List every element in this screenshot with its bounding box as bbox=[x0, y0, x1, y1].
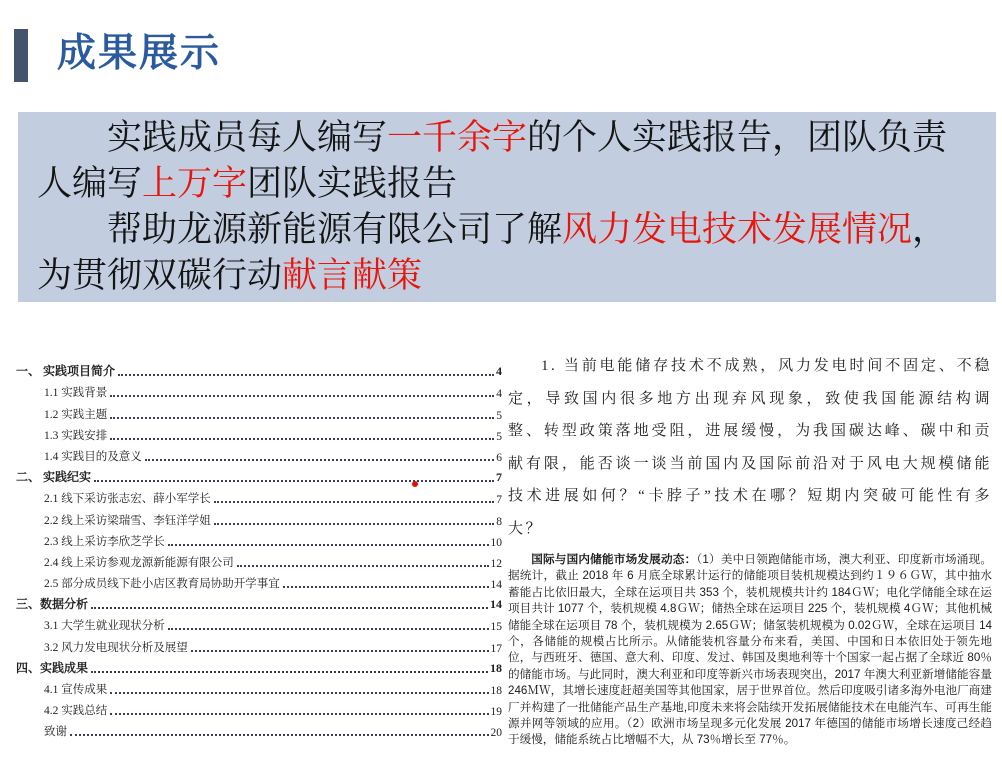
title-accent-bar bbox=[14, 29, 28, 82]
toc-leader-dots bbox=[94, 480, 494, 482]
toc-item-page: 5 bbox=[496, 409, 502, 422]
toc-leader-dots bbox=[118, 374, 494, 376]
toc-leader-dots bbox=[168, 544, 489, 546]
toc-item[interactable] bbox=[16, 379, 502, 400]
toc-item-label: 一、 实践项目简介 bbox=[16, 364, 116, 379]
highlight-plain-text: 实践成员每人编写 bbox=[107, 118, 388, 157]
document-question-paragraph: 1. 当前电能储存技术不成熟，风力发电时间不固定、不稳定，导致国内很多地方出现弃风现象，致使我国能源结构调整、转型政策落地受阻，进展缓慢，为我国碳达峰、碳中和贡献有限，能否谈一谈当前国内及国际前沿对于风电大规模储能技术进展如何？“卡脖子”技术在哪？短期内突破可能性有多大？ bbox=[508, 358, 992, 537]
toc-item-label: 二、 实践纪实 bbox=[16, 470, 92, 485]
toc-item-label: 4.2 实践总结 bbox=[44, 705, 108, 718]
toc-item[interactable] bbox=[16, 633, 502, 654]
toc-leader-dots bbox=[110, 713, 488, 715]
toc-item-page: 7 bbox=[496, 494, 502, 507]
toc-item-page: 18 bbox=[490, 660, 502, 675]
toc-item[interactable] bbox=[16, 464, 502, 485]
toc-item[interactable] bbox=[16, 697, 502, 718]
toc-item-page: 17 bbox=[490, 642, 502, 655]
toc-leader-dots bbox=[110, 692, 488, 694]
toc-item-page: 12 bbox=[490, 557, 502, 570]
highlight-paragraph bbox=[37, 115, 977, 207]
toc-leader-dots bbox=[283, 586, 489, 588]
highlight-red-text: 一千余字 bbox=[387, 118, 528, 157]
toc-item[interactable] bbox=[16, 570, 502, 591]
document-excerpt bbox=[508, 350, 992, 749]
toc-item-page: 7 bbox=[496, 470, 502, 485]
document-market-paragraph bbox=[508, 552, 992, 749]
toc-item[interactable] bbox=[16, 358, 502, 379]
toc-item-page: 18 bbox=[490, 685, 502, 697]
toc-item-label: 3.1 大学生就业现状分析 bbox=[44, 620, 165, 633]
toc-item[interactable] bbox=[16, 528, 502, 549]
toc-item-label: 3.2 风力发电现状分析及展望 bbox=[44, 641, 188, 654]
document-paragraph-body: （1）美中日领跑储能市场，澳大利亚、印度新市场涌现。据统计，截止 2018 年 6 月底全球累计运行的储能项目装机规模达到约１９６ＧＷ，其中抽水蓄能占比依旧最大，全球在运项目共 353 个，装机规模共计约 184ＧＷ；电化学储能全球在运项目共计 1077 个，装机规模 4.8ＧＷ；储热全球在运项目 225 个，装机规模 4ＧＷ；其他机械储能全球在运项目 78 个，装机规模为 2.65ＧＷ；储氢装机规模为 0.02ＧＷ，全球在运项目 14 个，各储能的规模占比所示。从储能装机容量分布来看，美国、中国和日本依旧处于领先地位，与西班牙、德国、意大利、印度、发过、韩国及奥地利等十个国家一起占据了全球近 80％的储能市场。与此同时，澳大利亚和印度等新兴市场表现突出，2017 年澳大利亚新增储能容量 246ＭＷ，其增长速度赶超美国等其他国家，居于世界首位。然后印度吸引诸多海外电池厂商建厂并构建了一批储能产品生产基地,印度未来将会陆续开发拓展储能技术在电能汽车、可再生能源并网等领域的应用。（2）欧洲市场呈现多元化发展 2017 年德国的储能市场增长速度己经趋于缓慢，储能系统占比增幅不大，从 73％增长至 77％。 bbox=[508, 553, 992, 747]
toc-item-label: 2.1 线下采访张志宏、薛小军学长 bbox=[44, 493, 211, 506]
toc-item[interactable] bbox=[16, 676, 502, 697]
highlight-paragraph bbox=[37, 207, 977, 299]
toc-item-page: 20 bbox=[490, 727, 502, 740]
highlight-plain-text: ，为贯彻双碳行动 bbox=[37, 210, 948, 295]
toc-item-page: 15 bbox=[490, 621, 502, 634]
toc-item-page: 5 bbox=[496, 430, 502, 443]
toc-item[interactable] bbox=[16, 612, 502, 633]
highlight-paragraph-text bbox=[37, 118, 947, 203]
highlight-summary-block bbox=[18, 112, 996, 302]
highlight-plain-text: 的个人实践报告，团队负责人编写 bbox=[37, 118, 948, 203]
highlight-plain-text: 帮助龙源新能源有限公司了解 bbox=[107, 210, 563, 249]
toc-item[interactable] bbox=[16, 506, 502, 527]
document-paragraph-lead: 国际与国内储能市场发展动态： bbox=[531, 553, 697, 566]
toc-leader-dots bbox=[110, 438, 494, 440]
page-title: 成果展示 bbox=[57, 32, 222, 75]
toc-item[interactable] bbox=[16, 485, 502, 506]
table-of-contents bbox=[16, 358, 502, 739]
toc-leader-dots bbox=[214, 501, 495, 503]
toc-item-label: 1.1 实践背景 bbox=[44, 387, 108, 400]
toc-item-page: 10 bbox=[490, 536, 502, 549]
toc-leader-dots bbox=[110, 417, 494, 419]
toc-item-label: 1.4 实践目的及意义 bbox=[44, 450, 142, 463]
toc-leader-dots bbox=[110, 395, 494, 397]
toc-leader-dots bbox=[168, 628, 489, 630]
toc-item[interactable] bbox=[16, 422, 502, 443]
toc-leader-dots bbox=[70, 734, 489, 736]
toc-item-page: 14 bbox=[490, 597, 502, 612]
toc-item[interactable] bbox=[16, 400, 502, 421]
toc-leader-dots bbox=[214, 523, 495, 525]
highlight-paragraph-text bbox=[37, 210, 947, 295]
toc-item-label: 4.1 宣传成果 bbox=[44, 684, 108, 696]
toc-item-page: 4 bbox=[496, 388, 502, 401]
highlight-red-text: 献言献策 bbox=[282, 256, 423, 295]
toc-item[interactable] bbox=[16, 443, 502, 464]
toc-item-page: 4 bbox=[496, 364, 502, 379]
toc-item[interactable] bbox=[16, 718, 502, 739]
toc-item-label: 致谢 bbox=[44, 726, 67, 739]
highlight-red-text: 风力发电技术发展情况 bbox=[562, 210, 913, 249]
red-dot-annotation bbox=[412, 481, 418, 487]
toc-item-page: 19 bbox=[490, 706, 502, 719]
toc-item-label: 1.3 实践安排 bbox=[44, 429, 108, 442]
toc-item-label: 2.4 线上采访参观龙源新能源有限公司 bbox=[44, 556, 234, 569]
toc-item-label: 2.2 线上采访梁瑞雪、李钰洋学姐 bbox=[44, 514, 211, 527]
toc-leader-dots bbox=[91, 607, 488, 609]
toc-item-label: 1.2 实践主题 bbox=[44, 408, 108, 421]
toc-leader-dots bbox=[237, 565, 489, 567]
toc-item[interactable] bbox=[16, 549, 502, 570]
toc-item[interactable] bbox=[16, 591, 502, 612]
toc-item-label: 2.3 线上采访李欣芝学长 bbox=[44, 535, 165, 548]
highlight-red-text: 上万字 bbox=[142, 164, 248, 203]
toc-leader-dots bbox=[145, 459, 495, 461]
toc-item-label: 四、实践成果 bbox=[16, 660, 89, 675]
highlight-plain-text: 团队实践报告 bbox=[247, 164, 458, 203]
toc-leader-dots bbox=[191, 650, 489, 652]
toc-item-page: 6 bbox=[496, 451, 502, 464]
toc-item-page: 8 bbox=[496, 515, 502, 528]
toc-item-label: 2.5 部分成员线下赴小店区教育局协助开学事宜 bbox=[44, 578, 280, 591]
toc-item[interactable] bbox=[16, 655, 502, 676]
toc-leader-dots bbox=[91, 671, 488, 673]
toc-item-page: 14 bbox=[490, 579, 502, 592]
toc-item-label: 三、数据分析 bbox=[16, 597, 89, 612]
